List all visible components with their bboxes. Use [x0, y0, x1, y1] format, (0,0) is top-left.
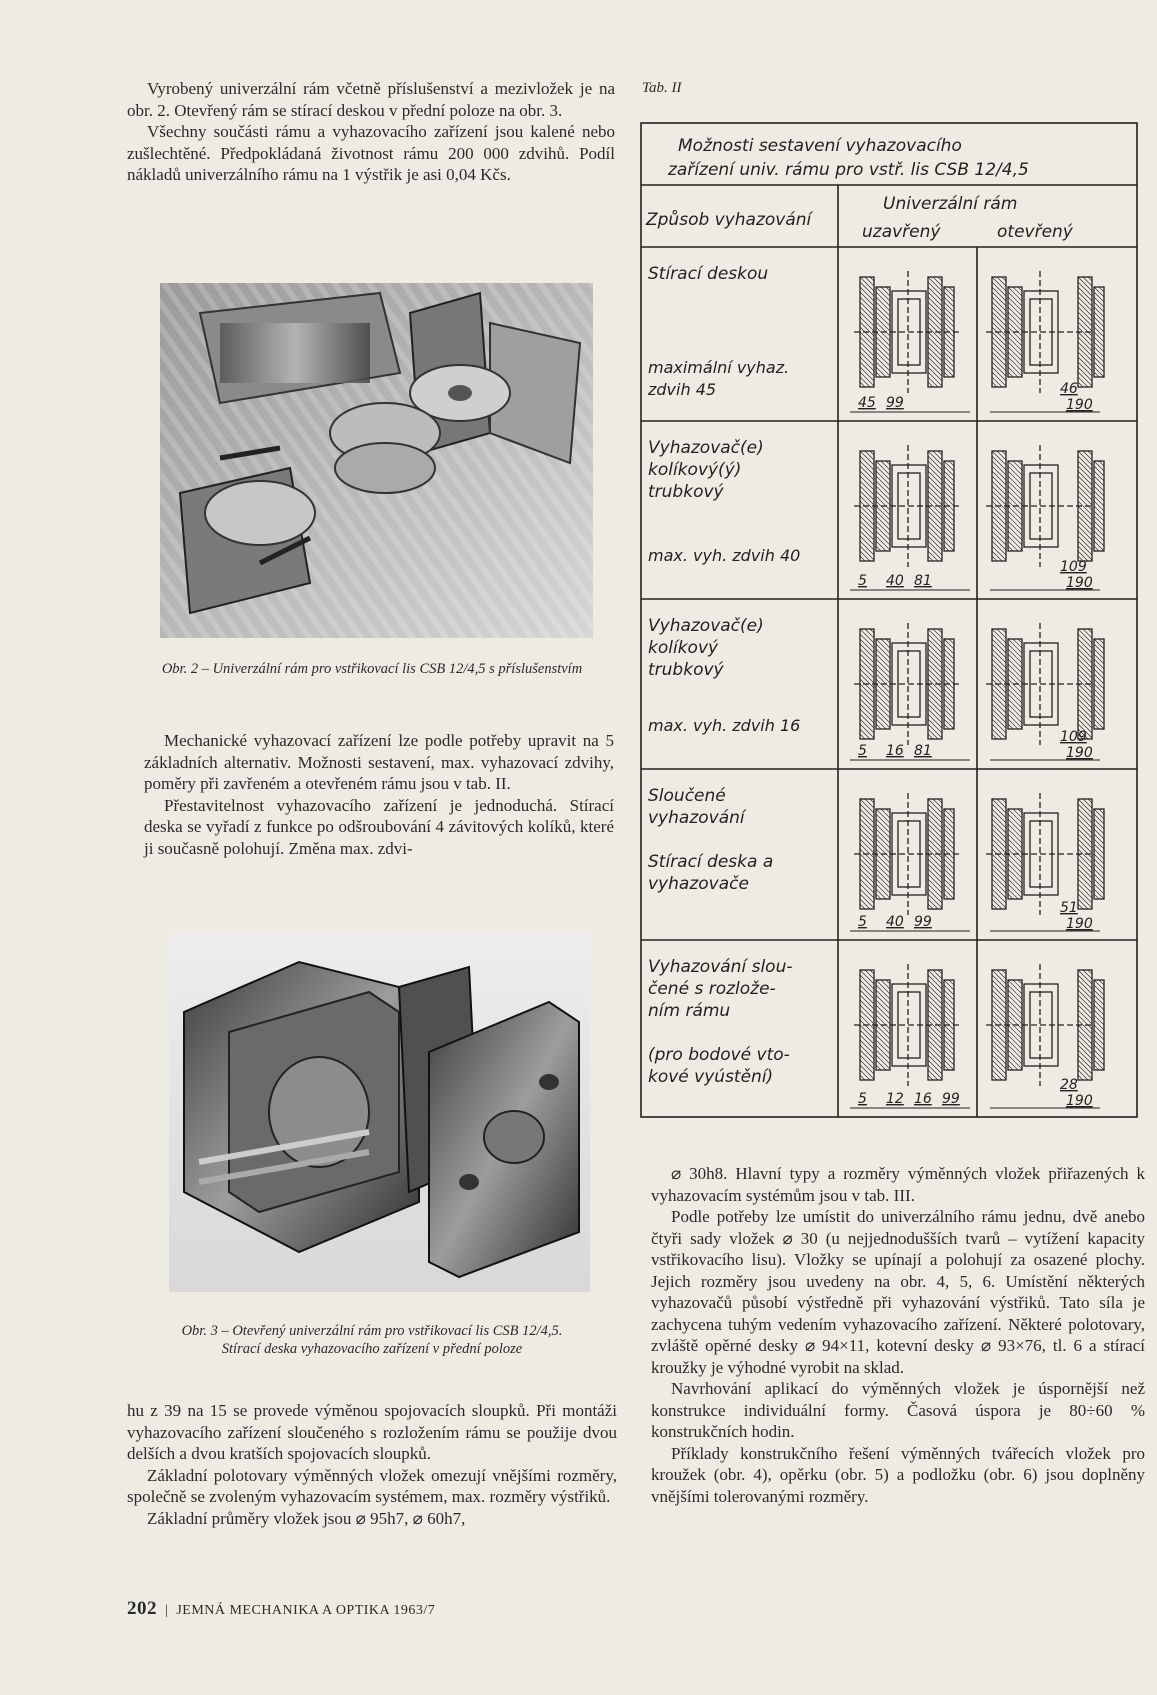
paragraph: Podle potřeby lze umístit do univerzálního rámu jednu, dvě anebo čtyři sady vložek ⌀ 30 (u nejjednodušších tvarů – vytížení kapacity vstřikovacího lisu). Vložky se upínají a polohují za osazené plochy. Jejich rozměry jsou uvedeny na obr. 4, 5, 6. Umístění některých vyhazovačů působí výstředně při vyhazování výstřiků. Tato síla je zachycena tuhým vedením vyhazovacího zařízení. Některé polotovary, zvláště opěrné desky ⌀ 94×11, kotevní desky ⌀ 93×76, tl. 6 a stírací kroužky je výhodné vyrobit na sklad. — [651, 1207, 1145, 1377]
schematic-drawing — [854, 964, 960, 1086]
method-text: Vyhazování slou- — [648, 957, 793, 977]
paragraph: hu z 39 na 15 se provede výměnou spojovacích sloupků. Při montáži vyhazovacího zařízení sloučeného s rozložením rámu se použije dvou delších a dvou kratších spojovacích sloupků. — [127, 1401, 617, 1463]
method-text: trubkový — [648, 482, 724, 502]
dimension-label: 12 — [886, 1091, 904, 1107]
dimension-label: 40 — [886, 914, 904, 930]
schematic-drawing — [986, 445, 1104, 567]
dimension-label: 190 — [1066, 1093, 1093, 1109]
method-text: ním rámu — [648, 1001, 731, 1021]
method-text: vyhazovače — [648, 874, 749, 894]
dimension-label: 190 — [1066, 745, 1093, 761]
schematic-drawing — [854, 623, 960, 745]
right-column-bottom — [651, 1163, 1145, 1507]
method-text: (pro bodové vto- — [648, 1045, 790, 1065]
dimension-label: 99 — [914, 914, 932, 930]
header-open: otevřený — [997, 222, 1073, 242]
dimension-label: 46 — [1060, 381, 1078, 397]
figure-3-photo — [169, 932, 590, 1292]
paragraph: ⌀ 30h8. Hlavní typy a rozměry výměnných vložek přiřazených k vyhazovacím systémům jsou v tab. III. — [651, 1164, 1145, 1205]
journal-name: JEMNÁ MECHANIKA A OPTIKA 1963/7 — [176, 1603, 436, 1618]
stroke-text: max. vyh. zdvih 40 — [648, 546, 801, 565]
dimension-label: 190 — [1066, 916, 1093, 932]
dimension-label: 5 — [858, 1091, 867, 1107]
method-text: kolíkový(ý) — [648, 460, 742, 480]
left-column-middle — [144, 730, 614, 859]
paragraph: Základní průměry vložek jsou ⌀ 95h7, ⌀ 60h7, — [147, 1508, 466, 1528]
dimension-label: 81 — [914, 573, 932, 589]
method-text: Sloučené — [648, 786, 726, 806]
footer-separator: | — [165, 1603, 169, 1618]
dimension-label: 5 — [858, 573, 867, 589]
dimension-label: 190 — [1066, 575, 1093, 591]
header-closed: uzavřený — [862, 222, 941, 242]
dimension-label: 40 — [886, 573, 904, 589]
method-text: Vyhazovač(e) — [648, 438, 764, 458]
dimension-label: 5 — [858, 914, 867, 930]
schematic-drawing — [854, 793, 960, 915]
paragraph: Všechny součásti rámu a vyhazovacího zařízení jsou kalené nebo zušlechtěné. Předpokládaná životnost rámu 200 000 zdvihů. Podíl nákladů univerzálního rámu na 1 výstřik je asi 0,04 Kčs. — [127, 122, 615, 184]
schematic-drawing — [986, 271, 1104, 393]
dimension-label: 16 — [886, 743, 904, 759]
dimension-label: 5 — [858, 743, 867, 759]
method-text: kové vyústění) — [648, 1067, 774, 1087]
figure-3-caption — [127, 1322, 617, 1358]
method-text: Stírací deskou — [648, 264, 769, 284]
method-text: kolíkový — [648, 638, 719, 658]
header-method: Způsob vyhazování — [646, 210, 812, 230]
dimension-label: 16 — [914, 1091, 932, 1107]
paragraph: Navrhování aplikací do výměnných vložek je úspornější než konstrukce individuální formy. Časová úspora je 80÷60 % konstrukčních hodin. — [651, 1379, 1145, 1441]
dimension-label: 81 — [914, 743, 932, 759]
page-footer — [127, 1598, 435, 1620]
paragraph: Základní polotovary výměnných vložek omezují vnějšími rozměry, společně se zvoleným vyhazovacím systémem, max. rozměry výstřiků. — [127, 1465, 617, 1506]
method-text: vyhazování — [648, 808, 745, 828]
page-number: 202 — [127, 1598, 157, 1619]
method-text: Stírací deska a — [648, 852, 774, 872]
table-title-line: Možnosti sestavení vyhazovacího — [678, 136, 962, 156]
dimension-label: 51 — [1060, 900, 1078, 916]
left-column-bottom — [127, 1400, 617, 1529]
stroke-text: max. vyh. zdvih 16 — [648, 716, 801, 735]
stroke-text: zdvih 45 — [648, 380, 717, 399]
caption-line: Stírací deska vyhazovacího zařízení v přední poloze — [221, 1341, 523, 1357]
schematic-drawing — [854, 271, 960, 393]
dimension-label: 45 — [858, 395, 876, 411]
dimension-label: 190 — [1066, 397, 1093, 413]
dimension-label: 99 — [886, 395, 904, 411]
method-text: trubkový — [648, 660, 724, 680]
table-title-line: zařízení univ. rámu pro vstř. lis CSB 12/4,5 — [668, 160, 1029, 180]
paragraph: Příklady konstrukčního řešení výměnných tvářecích vložek pro kroužek (obr. 4), opěrku (obr. 5) a podložku (obr. 6) jsou doplněny vnějšími tolerovanými rozměry. — [651, 1443, 1145, 1506]
method-text: čené s rozlože- — [648, 979, 776, 999]
left-column-top — [127, 78, 615, 186]
caption-line: Obr. 3 – Otevřený univerzální rám pro vstřikovací lis CSB 12/4,5. — [181, 1323, 563, 1339]
dimension-label: 109 — [1060, 559, 1087, 575]
dimension-label: 109 — [1060, 729, 1087, 745]
paragraph: Vyrobený univerzální rám včetně příslušenství a mezivložek je na obr. 2. Otevřený rám se stírací deskou v přední poloze na obr. 3. — [127, 79, 615, 120]
method-text: Vyhazovač(e) — [648, 616, 764, 636]
paragraph: Přestavitelnost vyhazovacího zařízení je jednoduchá. Stírací deska se vyřadí z funkce po odšroubování 4 závitových kolíků, které ji současně polohují. Změna max. zdvi- — [144, 795, 614, 858]
schematic-drawing — [854, 445, 960, 567]
schematic-drawing — [986, 793, 1104, 915]
stroke-text: maximální vyhaz. — [648, 358, 790, 377]
table-label: Tab. II — [642, 80, 682, 96]
figure-2-caption: Obr. 2 – Univerzální rám pro vstřikovací lis CSB 12/4,5 s příslušenstvím — [161, 661, 583, 677]
header-frame: Univerzální rám — [883, 194, 1018, 214]
schematic-drawing — [986, 964, 1104, 1086]
dimension-label: 99 — [942, 1091, 960, 1107]
paragraph: Mechanické vyhazovací zařízení lze podle potřeby upravit na 5 základních alternativ. Možnosti sestavení, max. vyhazovací zdvihy, poměry při zavřeném a otevřeném rámu jsou v tab. II. — [144, 731, 614, 793]
table-ii — [640, 122, 1138, 1118]
dimension-label: 28 — [1060, 1077, 1078, 1093]
figure-2-photo — [160, 283, 593, 638]
schematic-drawing — [986, 623, 1104, 745]
